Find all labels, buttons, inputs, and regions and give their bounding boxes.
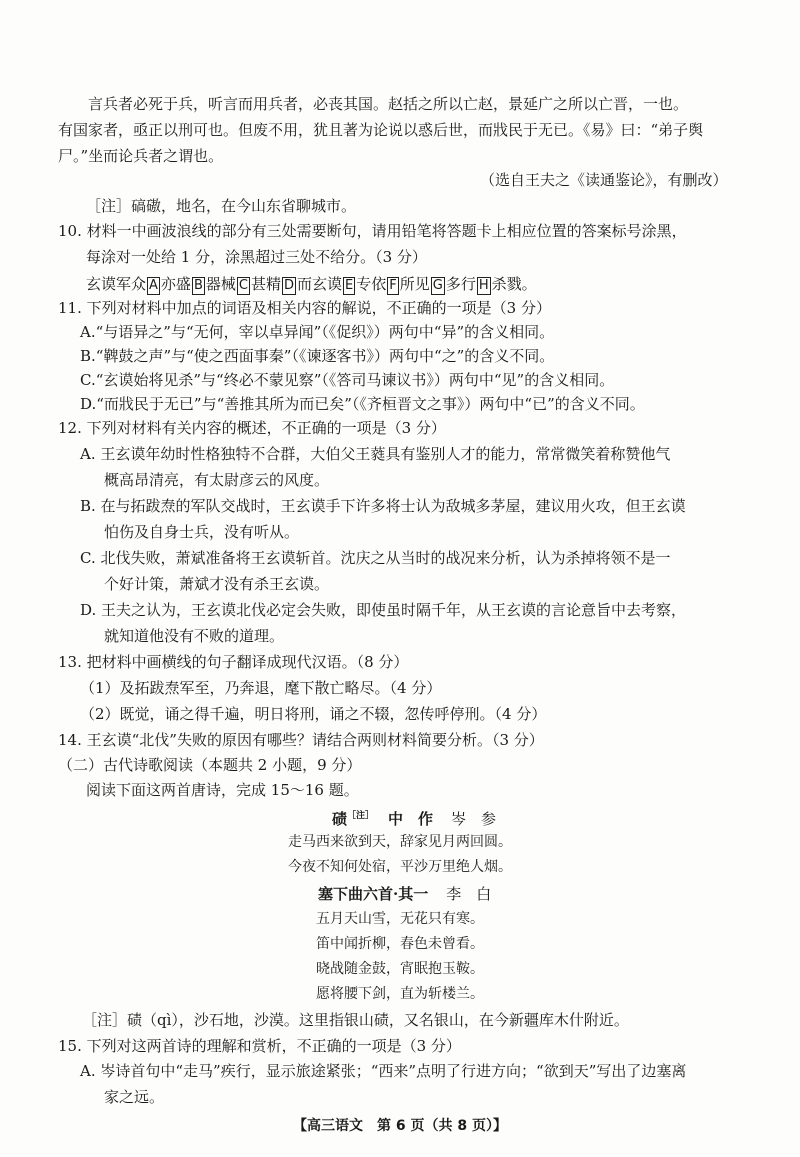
q12-option-b-line2[interactable]: 怕伤及自身士兵，没有听从。 xyxy=(104,523,300,541)
q10-option-box[interactable]: E xyxy=(345,278,354,293)
section-2-intro: 阅读下面这两首唐诗，完成 15～16 题。 xyxy=(86,781,359,799)
q10-stem-1: 10. 材料一中画波浪线的部分有三处需要断句，请用铅笔将答题卡上相应位置的答案标号涂黑， xyxy=(58,222,687,240)
q10-option-box[interactable]: A xyxy=(149,278,158,293)
q10-segment: 器械 xyxy=(205,275,236,293)
q10-option-box[interactable]: C xyxy=(238,278,248,293)
poem2-title-line xyxy=(318,884,491,904)
q11-option-a[interactable]: A.“与语异之”与“无何，宰以卓异闻”（《促织》）两句中“异”的含义相同。 xyxy=(80,323,555,341)
poem2-line-1: 五月天山雪，无花只有寒。 xyxy=(316,911,484,927)
poem2-line-2: 笛中闻折柳，春色未曾看。 xyxy=(316,936,484,952)
poem-note: ［注］碛（qì），沙石地，沙漠。这里指银山碛，又名银山，在今新疆库木什附近。 xyxy=(82,1011,629,1029)
q12-stem: 12. 下列对材料有关内容的概述，不正确的一项是（3 分） xyxy=(58,419,446,437)
q14-stem: 14. 王玄谟“北伐”失败的原因有哪些？请结合两则材料简要分析。（3 分） xyxy=(58,731,544,749)
q10-segment: 而玄谟 xyxy=(296,275,342,293)
q15-option-a-line2[interactable]: 家之远。 xyxy=(104,1088,165,1106)
poem1-line-1: 走马西来欲到天，辞家见月两回圆。 xyxy=(288,834,512,850)
poem1-author: 岑 参 xyxy=(451,810,497,828)
q10-segment: 玄谟军众 xyxy=(86,275,147,293)
poem2-line-4: 愿将腰下剑，直为斩楼兰。 xyxy=(316,986,484,1002)
q12-option-c-line2[interactable]: 个好计策，萧斌才没有杀王玄谟。 xyxy=(104,575,330,593)
q10-segment: 专依 xyxy=(356,275,387,293)
q12-option-c-line1[interactable]: C. 北伐失败，萧斌准备将王玄谟斩首。沈庆之从当时的战况来分析，认为杀掉将领不是一 xyxy=(80,549,671,567)
q10-segmented-sentence xyxy=(86,274,537,295)
q10-segment: 亦盛 xyxy=(160,275,191,293)
poem1-title-line xyxy=(332,806,496,829)
q10-stem-2: 每涂对一处给 1 分，涂黑超过三处不给分。（3 分） xyxy=(86,248,427,266)
q15-option-a-line1[interactable]: A. 岑诗首句中“走马”疾行，显示旅途紧张；“西来”点明了行进方向；“欲到天”写出了边塞离 xyxy=(80,1062,687,1080)
q13-sentence-1: （1）及拓跋焘军至，乃奔退，麾下散亡略尽。（4 分） xyxy=(80,679,442,697)
q10-option-box[interactable]: H xyxy=(478,278,489,293)
passage-line-1: 言兵者必死于兵，听言而用兵者，必丧其国。赵括之所以亡赵，景延广之所以亡晋，一也。 xyxy=(88,95,689,113)
passage-line-2: 有国家者，亟正以刑可也。但废不用，犹且著为论说以惑后世，而戕民于无已。《易》曰：“弟子舆 xyxy=(58,121,704,139)
page-footer: 【高三语文 第 6 页（共 8 页）】 xyxy=(293,1118,507,1134)
q12-option-a-line1[interactable]: A. 王玄谟年幼时性格独特不合群，大伯父王蕤具有鉴别人才的能力，常常微笑着称赞他气 xyxy=(80,445,671,463)
passage-note: ［注］碻磝，地名，在今山东省聊城市。 xyxy=(86,197,357,215)
q10-option-box[interactable]: D xyxy=(283,278,294,293)
q10-segment: 甚精 xyxy=(250,275,281,293)
q12-option-d-line2[interactable]: 就知道他没有不败的道理。 xyxy=(104,627,285,645)
passage-source: （选自王夫之《读通鉴论》，有删改） xyxy=(480,171,728,189)
q11-option-d[interactable]: D.“而戕民于无已”与“善推其所为而已矣”（《齐桓晋文之事》）两句中“已”的含义不同。 xyxy=(80,395,645,413)
q12-option-a-line2[interactable]: 概高昂清亮，有太尉彦云的风度。 xyxy=(104,471,330,489)
passage-line-3: 尸。”坐而论兵者之谓也。 xyxy=(58,147,224,165)
poem2-author: 李 白 xyxy=(446,885,492,903)
poem2-line-3: 晓战随金鼓，宵眠抱玉鞍。 xyxy=(316,961,484,977)
poem1-title: 碛 xyxy=(332,810,348,828)
q15-stem: 15. 下列对这两首诗的理解和赏析，不正确的一项是（3 分） xyxy=(58,1037,461,1055)
q12-option-d-line1[interactable]: D. 王夫之认为，王玄谟北伐必定会失败，即使虽时隔千年，从王玄谟的言论意旨中去考察， xyxy=(80,601,687,619)
q13-stem: 13. 把材料中画横线的句子翻译成现代汉语。（8 分） xyxy=(58,653,409,671)
q11-stem: 11. 下列对材料中加点的词语及相关内容的解说，不正确的一项是（3 分） xyxy=(58,299,551,317)
poem2-title: 塞下曲六首·其一 xyxy=(318,885,429,903)
q10-segment: 多行 xyxy=(445,275,476,293)
q10-segment: 杀戮。 xyxy=(491,275,537,293)
q11-option-c[interactable]: C.“玄谟始将见杀”与“终必不蒙见察”（《答司马谏议书》）两句中“见”的含义相同。 xyxy=(80,371,615,389)
q10-option-box[interactable]: B xyxy=(193,278,203,293)
section-2-heading: （二）古代诗歌阅读（本题共 2 小题，9 分） xyxy=(58,756,362,774)
q13-sentence-2: （2）既觉，诵之得千遍，明日将刑，诵之不辍，忽传呼停刑。（4 分） xyxy=(80,705,547,723)
q10-segment: 所见 xyxy=(399,275,430,293)
poem1-title-rest: 中 作 xyxy=(388,810,434,828)
q10-option-box[interactable]: G xyxy=(432,278,443,293)
q12-option-b-line1[interactable]: B. 在与拓跋焘的军队交战时，王玄谟手下许多将士认为敌城多茅屋，建议用火攻，但王玄谟 xyxy=(80,497,686,515)
poem1-note-mark: ［注］ xyxy=(347,811,375,821)
q11-option-b[interactable]: B.“鞞鼓之声”与“使之西面事秦”（《谏逐客书》）两句中“之”的含义不同。 xyxy=(80,347,555,365)
poem1-line-2: 今夜不知何处宿，平沙万里绝人烟。 xyxy=(288,859,512,875)
q10-option-box[interactable]: F xyxy=(389,278,397,293)
